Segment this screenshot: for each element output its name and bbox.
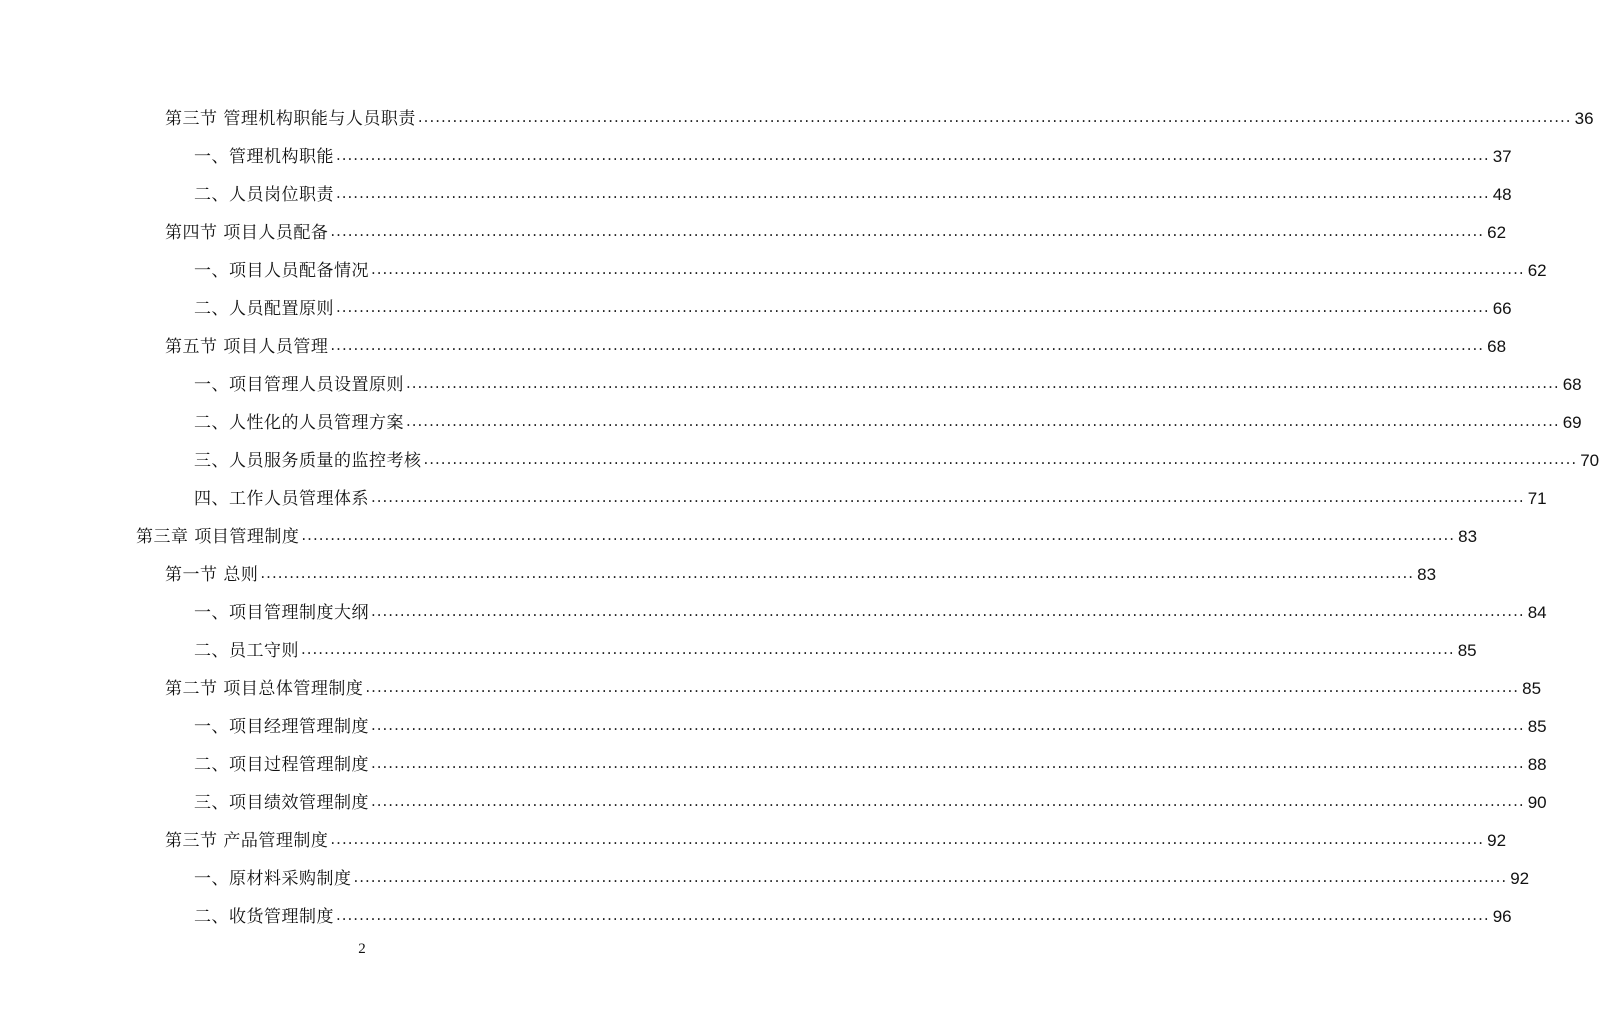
toc-entry-page-number: 71 [1527, 489, 1547, 508]
toc-entry-title: 二、人性化的人员管理方案 [194, 413, 404, 433]
toc-entry [0, 510, 1478, 548]
toc-entry-page-number: 37 [1492, 147, 1512, 166]
toc-entry-title: 第一节 总则 [165, 565, 259, 585]
toc-dot-leader: ........................................................................................................................................................................................................ [301, 640, 1455, 658]
toc-dot-leader: ........................................................................................................................................................................................................ [365, 678, 1520, 696]
toc-entry [0, 548, 1437, 586]
toc-entry-page-number: 83 [1458, 527, 1478, 546]
toc-entry-title: 第二节 项目总体管理制度 [165, 679, 364, 699]
toc-dot-leader: ........................................................................................................................................................................................................ [371, 716, 1525, 734]
toc-entry-title: 第三节 管理机构职能与人员职责 [165, 109, 416, 129]
toc-dot-leader: ........................................................................................................................................................................................................ [336, 906, 1490, 924]
toc-entry [0, 320, 1507, 358]
toc-dot-leader: ........................................................................................................................................................................................................ [336, 298, 1490, 316]
toc-entry-title: 二、员工守则 [194, 641, 299, 661]
toc-dot-leader: ........................................................................................................................................................................................................ [330, 830, 1485, 848]
toc-entry-title: 第四节 项目人员配备 [165, 223, 329, 243]
toc-entry-title: 一、项目管理制度大纲 [194, 603, 369, 623]
toc-dot-leader: ........................................................................................................................................................................................................ [371, 260, 1525, 278]
toc-entry [0, 358, 1582, 396]
toc-entry-title: 二、人员配置原则 [194, 299, 334, 319]
toc-dot-leader: ........................................................................................................................................................................................................ [353, 868, 1508, 886]
toc-entry-title: 第五节 项目人员管理 [165, 337, 329, 357]
toc-entry-page-number: 90 [1527, 793, 1547, 812]
toc-entry-page-number: 69 [1562, 413, 1582, 432]
toc-entry-title: 三、项目绩效管理制度 [194, 793, 369, 813]
toc-entry-page-number: 36 [1574, 109, 1594, 128]
toc-dot-leader: ........................................................................................................................................................................................................ [260, 564, 1415, 582]
toc-dot-leader: ........................................................................................................................................................................................................ [406, 412, 1560, 430]
page-number: 2 [358, 941, 366, 957]
toc-dot-leader: ........................................................................................................................................................................................................ [371, 792, 1525, 810]
toc-entry [0, 282, 1512, 320]
toc-entry [0, 434, 1599, 472]
toc-entry-page-number: 85 [1522, 679, 1542, 698]
toc-entry-title: 第三章 项目管理制度 [136, 527, 300, 547]
toc-dot-leader: ........................................................................................................................................................................................................ [406, 374, 1560, 392]
toc-entry-title: 第三节 产品管理制度 [165, 831, 329, 851]
toc-entry-page-number: 68 [1562, 375, 1582, 394]
toc-entry-page-number: 85 [1527, 717, 1547, 736]
toc-dot-leader: ........................................................................................................................................................................................................ [330, 222, 1485, 240]
toc-entry-title: 一、项目管理人员设置原则 [194, 375, 404, 395]
toc-dot-leader: ........................................................................................................................................................................................................ [336, 146, 1490, 164]
toc-entry-title: 三、人员服务质量的监控考核 [194, 451, 422, 471]
toc-entry [0, 624, 1477, 662]
toc-entry [0, 852, 1530, 890]
toc-entry-title: 四、工作人员管理体系 [194, 489, 369, 509]
toc-dot-leader: ........................................................................................................................................................................................................ [417, 108, 1572, 126]
toc-entry [0, 776, 1547, 814]
toc-entry-title: 二、人员岗位职责 [194, 185, 334, 205]
toc-entry [0, 890, 1512, 928]
toc-dot-leader: ........................................................................................................................................................................................................ [301, 526, 1456, 544]
toc-entry [0, 814, 1507, 852]
toc-dot-leader: ........................................................................................................................................................................................................ [336, 184, 1490, 202]
toc-entry [0, 244, 1547, 282]
toc-entry [0, 130, 1512, 168]
toc-entry [0, 92, 1594, 130]
toc-entry [0, 700, 1547, 738]
toc-dot-leader: ........................................................................................................................................................................................................ [371, 488, 1525, 506]
toc-entry [0, 472, 1547, 510]
toc-entry-page-number: 70 [1580, 451, 1599, 470]
toc-entry-page-number: 84 [1527, 603, 1547, 622]
toc-entry [0, 586, 1547, 624]
toc-dot-leader: ........................................................................................................................................................................................................ [371, 602, 1525, 620]
toc-entry [0, 396, 1582, 434]
toc-dot-leader: ........................................................................................................................................................................................................ [423, 450, 1578, 468]
toc-entry-page-number: 62 [1487, 223, 1507, 242]
toc-entry-page-number: 83 [1417, 565, 1437, 584]
toc-entry-page-number: 48 [1492, 185, 1512, 204]
toc-entry [0, 206, 1507, 244]
toc-entry-page-number: 66 [1492, 299, 1512, 318]
toc-entry [0, 662, 1542, 700]
toc-entry [0, 738, 1547, 776]
toc-entry [0, 168, 1512, 206]
toc-entry-title: 一、项目人员配备情况 [194, 261, 369, 281]
toc-entry-page-number: 92 [1510, 869, 1530, 888]
toc-dot-leader: ........................................................................................................................................................................................................ [371, 754, 1525, 772]
toc-entry-page-number: 62 [1527, 261, 1547, 280]
toc-entry-page-number: 68 [1487, 337, 1507, 356]
toc-entry-title: 二、收货管理制度 [194, 907, 334, 927]
table-of-contents [0, 92, 1599, 928]
toc-entry-title: 一、原材料采购制度 [194, 869, 352, 889]
toc-entry-title: 一、项目经理管理制度 [194, 717, 369, 737]
toc-entry-page-number: 88 [1527, 755, 1547, 774]
toc-entry-page-number: 96 [1492, 907, 1512, 926]
toc-entry-page-number: 92 [1487, 831, 1507, 850]
toc-dot-leader: ........................................................................................................................................................................................................ [330, 336, 1485, 354]
toc-entry-title: 一、管理机构职能 [194, 147, 334, 167]
toc-entry-page-number: 85 [1457, 641, 1477, 660]
toc-entry-title: 二、项目过程管理制度 [194, 755, 369, 775]
